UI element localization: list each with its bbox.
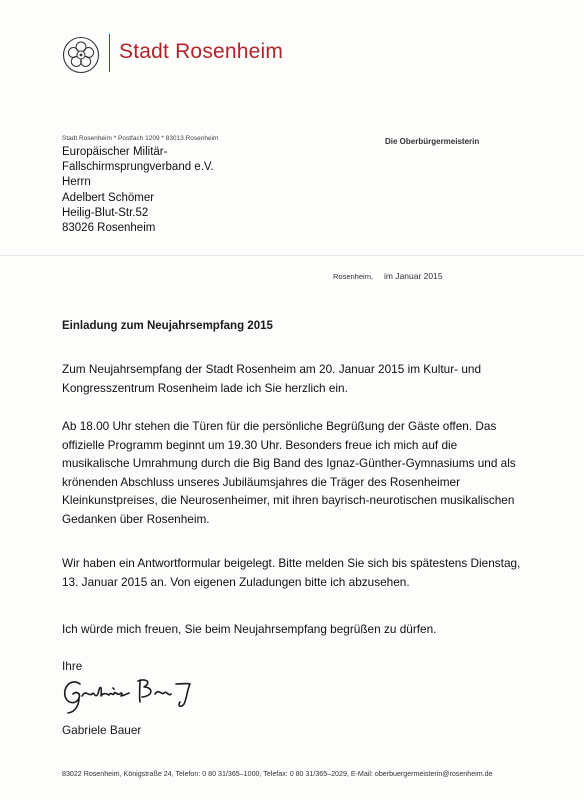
body-line: Kleinkunstpreises, die Neurosenheimer, mit ihren bayrisch-neurotischen musikalischen bbox=[62, 493, 515, 508]
body-paragraph bbox=[62, 620, 532, 639]
body-line: Kongresszentrum Rosenheim lade ich Sie herzlich ein. bbox=[62, 380, 348, 395]
body-paragraph bbox=[62, 554, 532, 591]
body-paragraph bbox=[62, 360, 532, 397]
letter-date: im Januar 2015 bbox=[384, 271, 443, 281]
body-line: Zum Neujahrsempfang der Stadt Rosenheim am 20. Januar 2015 im Kultur- und bbox=[62, 362, 482, 376]
organization-name: Stadt Rosenheim bbox=[119, 40, 284, 63]
body-line: Ich würde mich freuen, Sie beim Neujahrsempfang begrüßen zu dürfen. bbox=[62, 622, 437, 636]
fold-mark bbox=[0, 255, 584, 256]
recipient-line: Europäischer Militär- bbox=[62, 146, 168, 158]
closing-salutation: Ihre bbox=[62, 659, 83, 673]
letterhead-divider bbox=[109, 34, 110, 72]
recipient-line: 83026 Rosenheim bbox=[62, 222, 156, 235]
date-place: Rosenheim, bbox=[333, 272, 374, 281]
body-line: Gedanken über Rosenheim. bbox=[62, 511, 210, 526]
recipient-line: Adelbert Schömer bbox=[62, 191, 155, 204]
footer-contact: 83022 Rosenheim, Königstraße 24, Telefon: 0 80 31/365–1000, Telefax: 0 80 31/365–2029, E-Mail: oberbuergermeisterin@rosenheim.de bbox=[62, 770, 493, 778]
body-paragraph bbox=[62, 417, 532, 529]
rose-emblem-icon bbox=[62, 36, 100, 74]
sender-office: Die Oberbürgermeisterin bbox=[385, 137, 480, 146]
recipient-line: Heilig-Blut-Str.52 bbox=[62, 206, 149, 219]
recipient-address bbox=[62, 145, 214, 236]
body-line: Ab 18.00 Uhr stehen die Türen für die persönliche Begrüßung der Gäste offen. Das bbox=[62, 419, 497, 433]
body-line: Wir haben ein Antwortformular beigelegt. Bitte melden Sie sich bis spätestens Dienstag, bbox=[62, 556, 521, 570]
letter-subject: Einladung zum Neujahrsempfang 2015 bbox=[62, 320, 273, 332]
body-line: musikalische Umrahmung durch die Big Band des Ignaz-Günther-Gymnasiums und als bbox=[62, 456, 516, 471]
body-line: offizielle Programm beginnt um 19.30 Uhr. Besonders freue ich mich auf die bbox=[62, 437, 458, 452]
handwritten-signature bbox=[60, 672, 220, 714]
recipient-line: Herrn bbox=[62, 176, 91, 189]
signer-name: Gabriele Bauer bbox=[62, 723, 142, 737]
return-address: Stadt Rosenheim * Postfach 1209 * 83013 Rosenheim bbox=[62, 135, 219, 142]
body-line: 13. Januar 2015 an. Von eigenen Zuladungen bitte ich abzusehen. bbox=[62, 574, 410, 589]
recipient-line: Fallschirmsprungverband e.V. bbox=[62, 161, 214, 174]
body-line: krönenden Abschluss unseres Jubiläumsjahres die Träger des Rosenheimer bbox=[62, 474, 461, 489]
